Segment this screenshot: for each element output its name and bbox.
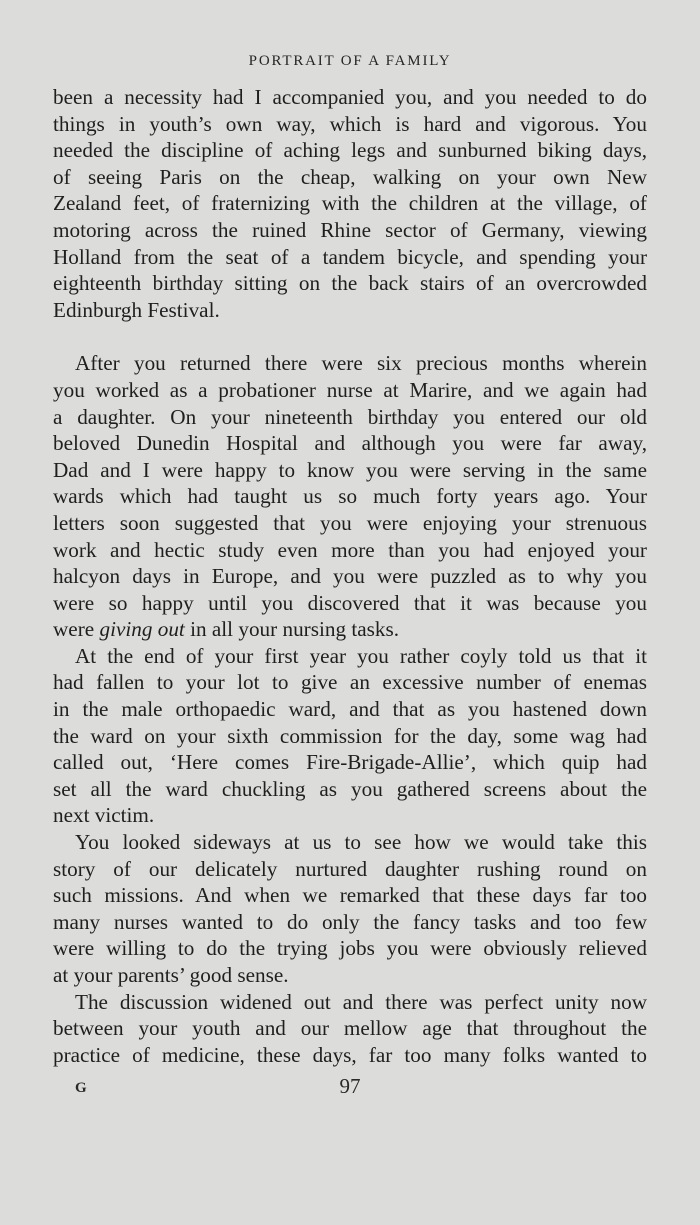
text-line: You looked sideways at us to see how we would take this xyxy=(75,830,647,855)
text-line: had fallen to your lot to give an excessive number of enemas xyxy=(53,670,647,695)
text-line: Dad and I were happy to know you were serving in the same xyxy=(53,457,647,482)
text-line: motoring across the ruined Rhine sector of Germany, viewing xyxy=(53,217,647,242)
text-line: of seeing Paris on the cheap, walking on your own New xyxy=(53,164,647,189)
text-line: many nurses wanted to do only the fancy tasks and too few xyxy=(53,909,647,934)
text-line: called out, ‘Here comes Fire-Brigade-Allie’, which quip had xyxy=(53,750,647,775)
text-span: were xyxy=(53,617,100,642)
text-line: beloved Dunedin Hospital and although you were far away, xyxy=(53,431,647,456)
paragraph-5 xyxy=(53,989,647,1069)
text-line: eighteenth birthday sitting on the back stairs of an overcrowded xyxy=(53,271,647,296)
text-line: you worked as a probationer nurse at Marire, and we again had xyxy=(53,377,647,402)
paragraph-4 xyxy=(53,829,647,989)
paragraph-3 xyxy=(53,643,647,829)
text-line: a daughter. On your nineteenth birthday you entered our old xyxy=(53,404,647,429)
text-line: needed the discipline of aching legs and sunburned biking days, xyxy=(53,138,647,163)
text-line: At the end of your first year you rather coyly told us that it xyxy=(75,643,647,668)
text-line: things in youth’s own way, which is hard and vigorous. You xyxy=(53,111,647,136)
text-line: halcyon days in Europe, and you were puzzled as to why you xyxy=(53,564,647,589)
text-line: such missions. And when we remarked that these days far too xyxy=(53,883,647,908)
text-line: at your parents’ good sense. xyxy=(53,963,289,987)
text-line: practice of medicine, these days, far too many folks wanted to xyxy=(53,1042,647,1067)
text-line: been a necessity had I accompanied you, and you needed to do xyxy=(53,85,647,109)
signature-mark: G xyxy=(75,1080,87,1096)
paragraph-2 xyxy=(53,350,647,643)
text-line: work and hectic study even more than you had enjoyed your xyxy=(53,537,647,562)
page-number: 97 xyxy=(339,1074,361,1098)
running-head: PORTRAIT OF A FAMILY xyxy=(248,53,452,69)
paragraph-1 xyxy=(53,84,647,323)
text-line xyxy=(53,616,647,643)
text-line: story of our delicately nurtured daughter rushing round on xyxy=(53,856,647,881)
text-line: between your youth and our mellow age that throughout the xyxy=(53,1016,647,1041)
text-line: were so happy until you discovered that it was because you xyxy=(53,590,647,615)
text-line: the ward on your sixth commission for the day, some wag had xyxy=(53,723,647,748)
text-line: in the male orthopaedic ward, and that as you hastened down xyxy=(53,697,647,722)
italic-phrase: giving out xyxy=(99,617,185,642)
text-line: next victim. xyxy=(53,803,155,828)
text-line: were willing to do the trying jobs you were obviously relieved xyxy=(53,936,647,961)
body-text xyxy=(53,84,647,1068)
text-line: letters soon suggested that you were enjoying your strenuous xyxy=(53,510,647,535)
text-line: Zealand feet, of fraternizing with the children at the village, of xyxy=(53,191,647,216)
text-line: set all the ward chuckling as you gathered screens about the xyxy=(53,776,647,801)
text-line: After you returned there were six precious months wherein xyxy=(75,351,647,376)
text-line: Edinburgh Festival. xyxy=(53,297,220,322)
text-line: wards which had taught us so much forty years ago. Your xyxy=(53,484,647,509)
text-line: Holland from the seat of a tandem bicycle, and spending your xyxy=(53,244,647,269)
text-span: in all your nursing tasks. xyxy=(184,617,400,642)
text-line: The discussion widened out and there was perfect unity now xyxy=(75,989,647,1014)
